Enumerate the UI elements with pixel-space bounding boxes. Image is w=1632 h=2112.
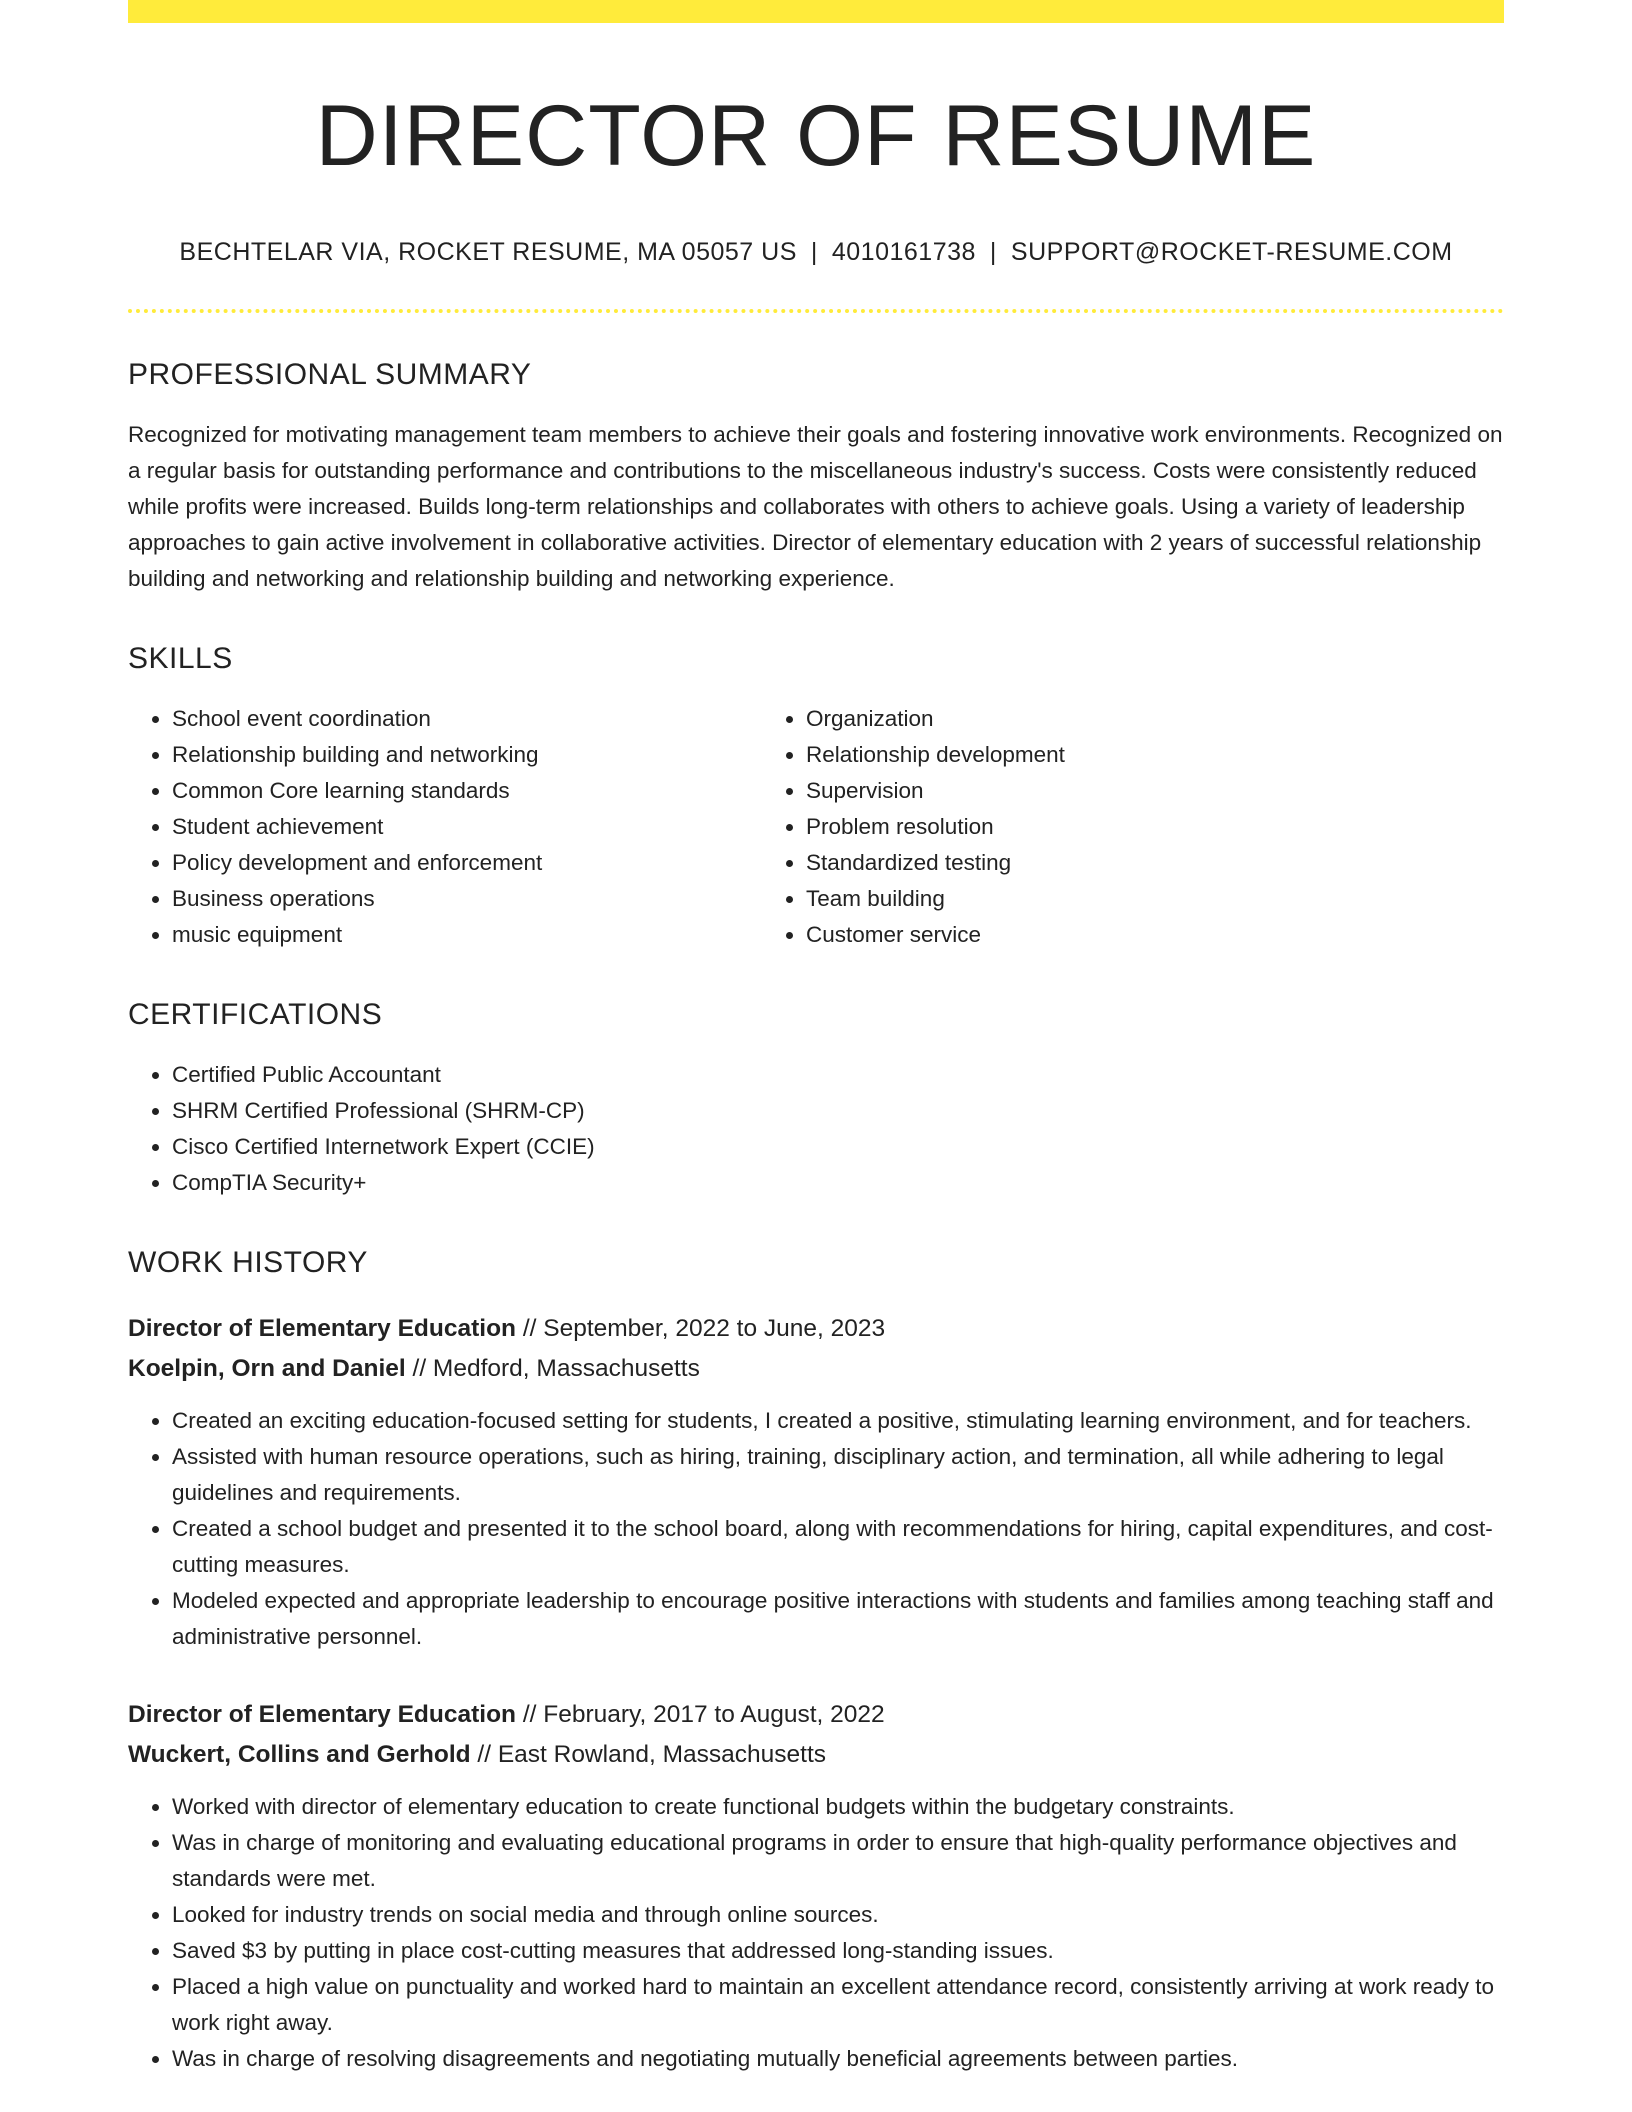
top-accent-bar bbox=[128, 0, 1504, 23]
list-item: • Placed a high value on punctuality and worked hard to maintain an excellent attendance record, consistently arriving at work ready to work right away. bbox=[172, 1969, 1504, 2041]
job-title-line bbox=[128, 1695, 1504, 1735]
job-bullets bbox=[128, 1403, 1504, 1655]
list-item: • Relationship development bbox=[806, 737, 1504, 773]
job-company: Wuckert, Collins and Gerhold bbox=[128, 1740, 471, 1768]
list-item: • Common Core learning standards bbox=[172, 773, 762, 809]
header-divider bbox=[128, 309, 1504, 313]
contact-separator: | bbox=[810, 238, 818, 267]
list-item: • CompTIA Security+ bbox=[172, 1165, 1504, 1201]
list-item: • Business operations bbox=[172, 881, 762, 917]
list-item: • Student achievement bbox=[172, 809, 762, 845]
list-item: • Relationship building and networking bbox=[172, 737, 762, 773]
list-item: • Modeled expected and appropriate leadership to encourage positive interactions with students and families among teaching staff and administrative personnel. bbox=[172, 1583, 1504, 1655]
list-item: • Cisco Certified Internetwork Expert (CCIE) bbox=[172, 1129, 1504, 1165]
job-location: // East Rowland, Massachusetts bbox=[470, 1740, 826, 1768]
list-item: • Was in charge of monitoring and evaluating educational programs in order to ensure that high-quality performance objectives and standards were met. bbox=[172, 1825, 1504, 1897]
job-bullets bbox=[128, 1789, 1504, 2077]
skills-list-right bbox=[762, 701, 1504, 953]
list-item: • Worked with director of elementary education to create functional budgets within the budgetary constraints. bbox=[172, 1789, 1504, 1825]
contact-line bbox=[128, 236, 1504, 269]
list-item: • Assisted with human resource operations, such as hiring, training, disciplinary action, and termination, all while adhering to legal guidelines and requirements. bbox=[172, 1439, 1504, 1511]
list-item: • Created an exciting education-focused setting for students, I created a positive, stimulating learning environment, and for teachers. bbox=[172, 1403, 1504, 1439]
resume-page bbox=[128, 0, 1504, 2077]
candidate-name: DIRECTOR OF RESUME bbox=[315, 88, 1317, 184]
job-company-line bbox=[128, 1735, 1504, 1775]
skills-heading: SKILLS bbox=[128, 641, 233, 675]
contact-address: BECHTELAR VIA, ROCKET RESUME, MA 05057 US bbox=[179, 238, 797, 267]
work-history-heading: WORK HISTORY bbox=[128, 1245, 368, 1279]
list-item: • Certified Public Accountant bbox=[172, 1057, 1504, 1093]
job-dates: // February, 2017 to August, 2022 bbox=[516, 1700, 885, 1728]
job-company: Koelpin, Orn and Daniel bbox=[128, 1354, 406, 1382]
list-item: • Was in charge of resolving disagreements and negotiating mutually beneficial agreements between parties. bbox=[172, 2041, 1504, 2077]
contact-email: SUPPORT@ROCKET-RESUME.COM bbox=[1010, 238, 1453, 267]
skills-list-left bbox=[128, 701, 762, 953]
certifications-list bbox=[128, 1057, 1504, 1201]
list-item: • Customer service bbox=[806, 917, 1504, 953]
job-entry bbox=[128, 1695, 1504, 2077]
list-item: • SHRM Certified Professional (SHRM-CP) bbox=[172, 1093, 1504, 1129]
list-item: • Policy development and enforcement bbox=[172, 845, 762, 881]
list-item: • Problem resolution bbox=[806, 809, 1504, 845]
list-item: • music equipment bbox=[172, 917, 762, 953]
contact-phone: 4010161738 bbox=[831, 238, 976, 267]
list-item: • Team building bbox=[806, 881, 1504, 917]
job-location: // Medford, Massachusetts bbox=[405, 1354, 700, 1382]
list-item: • Organization bbox=[806, 701, 1504, 737]
job-title: Director of Elementary Education bbox=[128, 1314, 517, 1342]
list-item: • School event coordination bbox=[172, 701, 762, 737]
summary-text: Recognized for motivating management team members to achieve their goals and fostering innovative work environments. Recognized on a regular basis for outstanding performance and contributions to the miscellaneous industry's success. Costs were consistently reduced while profits were increased. Builds long-term relationships and collaborates with others to achieve goals. Using a variety of leadership approaches to gain active involvement in collaborative activities. Director of elementary education with 2 years of successful relationship building and networking and relationship building and networking experience. bbox=[128, 421, 1503, 591]
contact-separator: | bbox=[989, 238, 997, 267]
job-company-line bbox=[128, 1349, 1504, 1389]
summary-heading: PROFESSIONAL SUMMARY bbox=[128, 357, 532, 391]
job-entry bbox=[128, 1309, 1504, 1655]
list-item: • Created a school budget and presented it to the school board, along with recommendations for hiring, capital expenditures, and cost-cutting measures. bbox=[172, 1511, 1504, 1583]
list-item: • Standardized testing bbox=[806, 845, 1504, 881]
work-history-jobs bbox=[128, 1309, 1504, 2077]
job-dates: // September, 2022 to June, 2023 bbox=[516, 1314, 886, 1342]
job-title: Director of Elementary Education bbox=[128, 1700, 517, 1728]
list-item: • Supervision bbox=[806, 773, 1504, 809]
certifications-heading: CERTIFICATIONS bbox=[128, 997, 383, 1031]
skills-columns bbox=[128, 701, 1504, 953]
list-item: • Saved $3 by putting in place cost-cutting measures that addressed long-standing issues. bbox=[172, 1933, 1504, 1969]
list-item: • Looked for industry trends on social media and through online sources. bbox=[172, 1897, 1504, 1933]
job-title-line bbox=[128, 1309, 1504, 1349]
